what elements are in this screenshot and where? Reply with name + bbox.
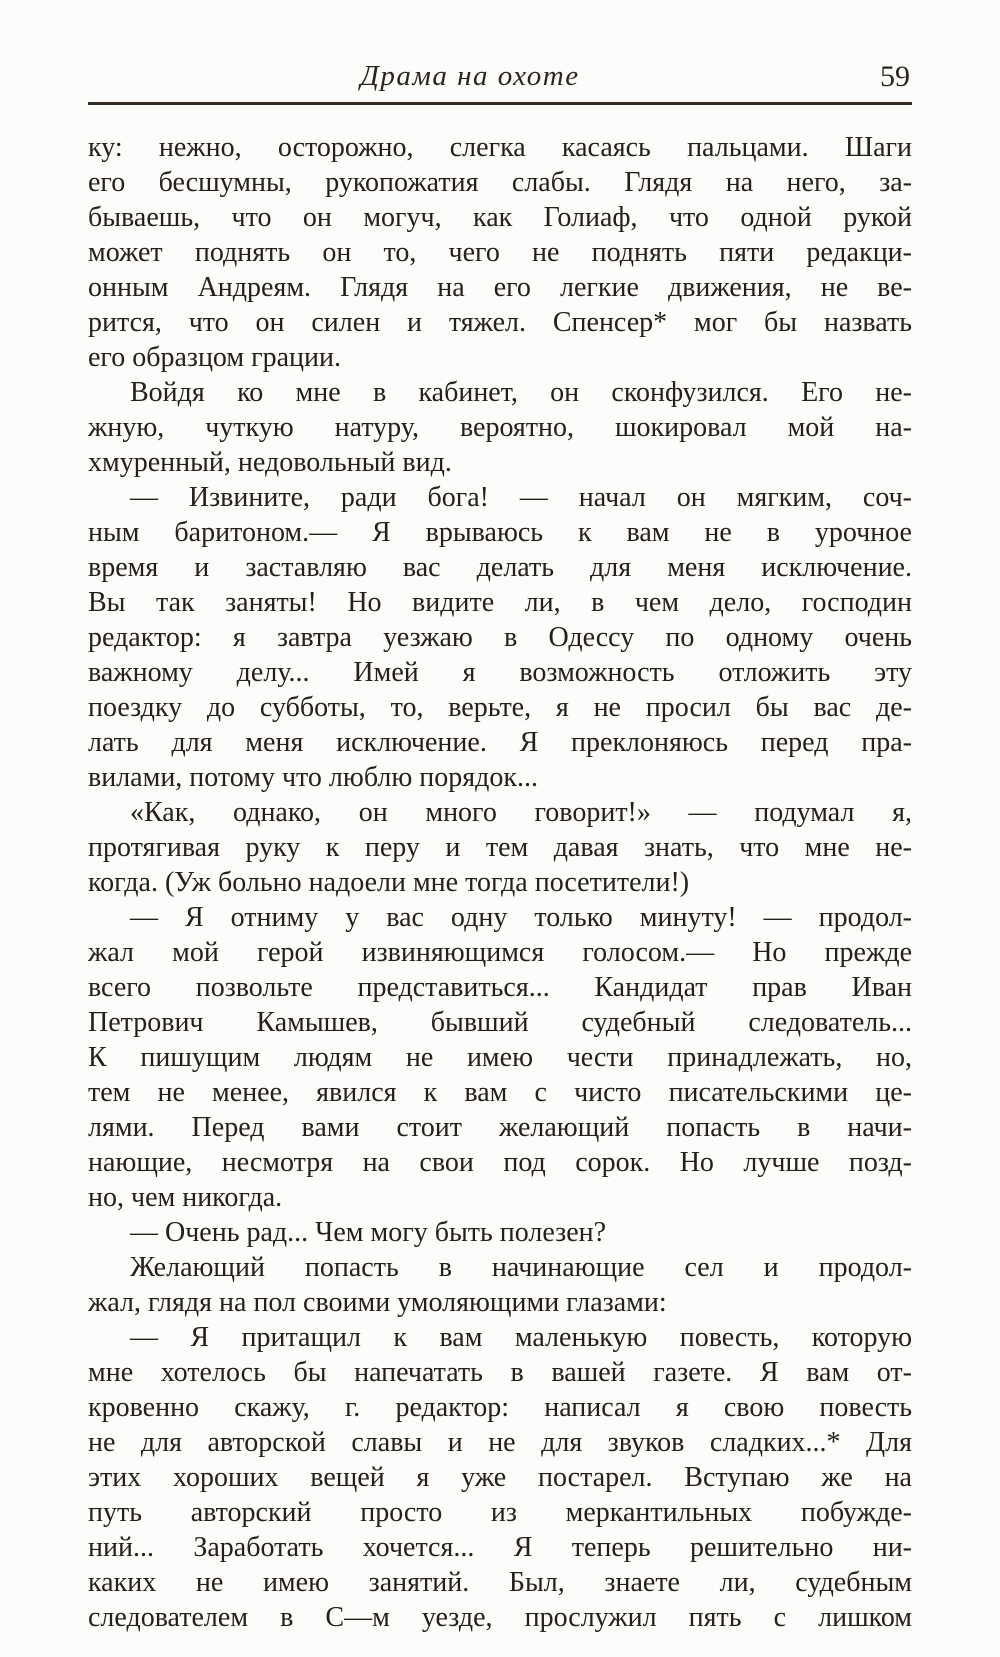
text-line: мне хотелось бы напечатать в вашей газете. Я вам от-: [88, 1357, 912, 1388]
text-line: протягивая руку к перу и тем давая знать, что мне не-: [88, 832, 912, 863]
text-line: кровенно скажу, г. редактор: написал я свою повесть: [88, 1392, 912, 1423]
text-line: — Извините, ради бога! — начал он мягким, соч-: [130, 482, 912, 513]
text-line: вилами, потому что люблю порядок...: [88, 762, 538, 793]
text-line: не для авторской славы и не для звуков сладких...* Для: [88, 1427, 912, 1458]
text-line: жал мой герой извиняющимся голосом.— Но прежде: [88, 937, 912, 968]
text-line: его образцом грации.: [88, 342, 341, 373]
paragraph: [88, 900, 912, 1215]
text-line: хмуренный, недовольный вид.: [88, 447, 452, 478]
text-line: ку: нежно, осторожно, слегка касаясь пальцами. Шаги: [88, 132, 912, 163]
text-line: «Как, однако, он много говорит!» — подумал я,: [130, 797, 912, 828]
header-rule: [88, 102, 912, 105]
text-line: путь авторский просто из меркантильных побужде-: [88, 1497, 912, 1528]
text-line: когда. (Уж больно надоели мне тогда посетители!): [88, 867, 690, 898]
text-line: тем не менее, явился к вам с чисто писательскими це-: [88, 1077, 912, 1108]
text-line: поездку до субботы, то, верьте, я не просил бы вас де-: [88, 692, 912, 723]
text-line: Желающий попасть в начинающие сел и продол-: [130, 1252, 912, 1283]
text-line: жал, глядя на пол своими умоляющими глазами:: [88, 1287, 667, 1318]
text-line: всего позвольте представиться... Кандидат прав Иван: [88, 972, 912, 1003]
text-line: лями. Перед вами стоит желающий попасть в начи-: [88, 1112, 912, 1143]
text-line: Петрович Камышев, бывший судебный следователь...: [88, 1007, 912, 1038]
paragraph: [88, 375, 912, 480]
text-line: — Я притащил к вам маленькую повесть, которую: [130, 1322, 912, 1353]
running-title: Драма на охоте: [360, 60, 580, 92]
text-line: — Я отниму у вас одну только минуту! — продол-: [130, 902, 912, 933]
text-line: его бесшумны, рукопожатия слабы. Глядя на него, за-: [88, 167, 912, 198]
text-line: Войдя ко мне в кабинет, он сконфузился. Его не-: [130, 377, 912, 408]
paragraph: [88, 1215, 912, 1250]
text-line: жную, чуткую натуру, вероятно, шокировал мой на-: [88, 412, 912, 443]
text-line: ным баритоном.— Я врываюсь к вам не в урочное: [88, 517, 912, 548]
text-line: К пишущим людям не имею чести принадлежать, но,: [88, 1042, 912, 1073]
text-line: время и заставляю вас делать для меня исключение.: [88, 552, 912, 583]
text-line: ний... Заработать хочется... Я теперь решительно ни-: [88, 1532, 912, 1563]
text-line: нающие, несмотря на свои под сорок. Но лучше позд-: [88, 1147, 912, 1178]
paragraph: [88, 480, 912, 795]
page-number: 59: [880, 60, 910, 93]
paragraph: [88, 1250, 912, 1320]
page-body: [88, 130, 912, 1635]
text-line: Вы так заняты! Но видите ли, в чем дело, господин: [88, 587, 912, 618]
text-line: редактор: я завтра уезжаю в Одессу по одному очень: [88, 622, 912, 653]
text-line: лать для меня исключение. Я преклоняюсь перед пра-: [88, 727, 912, 758]
text-line: — Очень рад... Чем могу быть полезен?: [130, 1217, 607, 1248]
text-line: но, чем никогда.: [88, 1182, 283, 1213]
text-line: онным Андреям. Глядя на его легкие движения, не ве-: [88, 272, 912, 303]
paragraph: [88, 130, 912, 375]
running-header: [88, 60, 912, 98]
text-line: бываешь, что он могуч, как Голиаф, что одной рукой: [88, 202, 912, 233]
text-line: может поднять он то, чего не поднять пяти редакци-: [88, 237, 912, 268]
paragraph: [88, 1320, 912, 1635]
text-line: каких не имею занятий. Был, знаете ли, судебным: [88, 1567, 912, 1598]
text-line: следователем в С—м уезде, прослужил пять с лишком: [88, 1602, 912, 1633]
text-line: этих хороших вещей я уже постарел. Вступаю же на: [88, 1462, 912, 1493]
text-line: рится, что он силен и тяжел. Спенсер* мог бы назвать: [88, 307, 912, 338]
text-line: важному делу... Имей я возможность отложить эту: [88, 657, 912, 688]
paragraph: [88, 795, 912, 900]
